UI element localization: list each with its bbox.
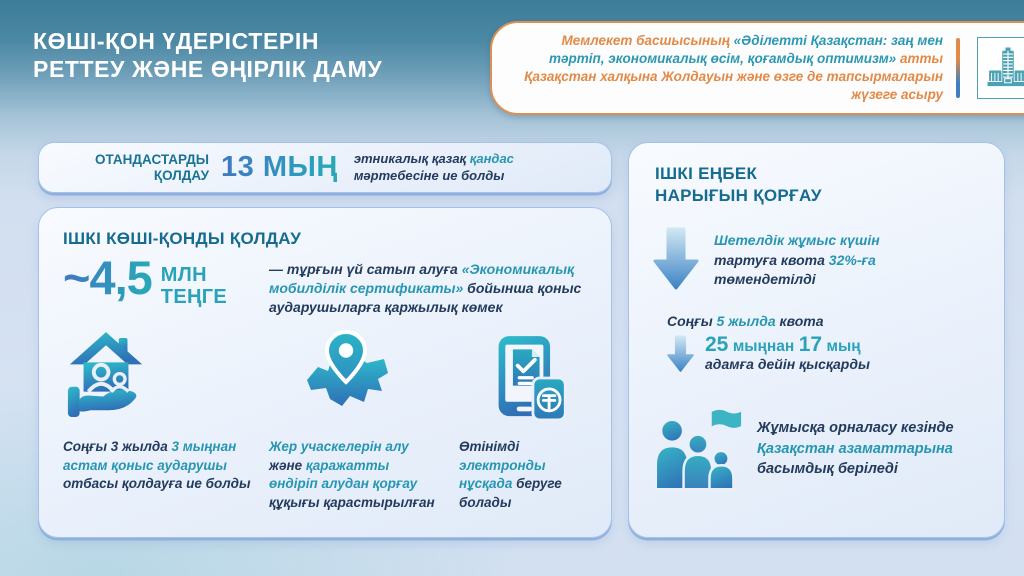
ribbon-seg1: Мемлекет басшысының bbox=[561, 32, 734, 48]
presidential-address-ribbon bbox=[490, 21, 1024, 115]
quota-intro bbox=[667, 313, 870, 329]
ribbon-seg2: «Әділетті Қазақстан: заң мен тәртіп, экономикалық өсім, қоғамдық оптимизм» bbox=[549, 32, 943, 66]
ribbon-text bbox=[492, 32, 956, 104]
quota-num-25: 25 bbox=[705, 333, 729, 356]
certificate-desc-highlight: «Экономикалық мобилділік сертификаты» bbox=[269, 261, 575, 297]
kandas-desc bbox=[354, 151, 574, 185]
feature1-highlight: 3 мыңнан астам қоныс аударушы bbox=[63, 439, 237, 473]
feature3-text bbox=[459, 438, 584, 513]
kandas-count-value: 13 МЫҢ bbox=[221, 151, 338, 183]
page-title bbox=[33, 27, 382, 83]
compatriots-label-line2: ҚОЛДАУ bbox=[153, 167, 209, 183]
amount-unit-line1: МЛН bbox=[160, 264, 207, 286]
arrow-down-icon bbox=[667, 333, 694, 375]
certificate-desc bbox=[269, 260, 609, 317]
priority-s3: басымдық беріледі bbox=[757, 461, 898, 478]
compatriots-label-line1: ОТАНДАСТАРДЫ bbox=[95, 152, 209, 168]
card-internal-migration-support bbox=[38, 207, 612, 538]
quota-intro-s3: квота bbox=[775, 313, 824, 329]
card-compatriots-support bbox=[38, 142, 612, 193]
quota-cut-s4: төмендетілді bbox=[714, 271, 816, 288]
feature2-highlight1: Жер учаскелерін алу bbox=[269, 439, 409, 454]
amount-unit bbox=[161, 265, 227, 308]
government-building-icon bbox=[977, 37, 1024, 99]
kandas-desc-highlight: қандас bbox=[469, 150, 514, 166]
priority-s1: Жұмысқа орналасу кезінде bbox=[757, 420, 954, 437]
feature1-text bbox=[63, 438, 263, 494]
page-title-line2: РЕТТЕУ ЖӘНЕ ӨҢІРЛІК ДАМУ bbox=[33, 56, 383, 83]
labor-market-title bbox=[655, 163, 822, 207]
kazakhstan-map-pin-icon bbox=[301, 328, 391, 424]
ribbon-seg3: атты Қазақстан халқына Жолдауын және өзге де тапсырмаларын жүзеге асыру bbox=[524, 50, 943, 103]
quota-cut-s2: тартуға квота bbox=[714, 251, 829, 268]
amount-unit-line2: ТЕҢГЕ bbox=[160, 285, 227, 308]
feature2-text bbox=[269, 438, 441, 513]
feature1-s3: отбасы қолдауға ие болды bbox=[63, 476, 251, 492]
quota-cut-item bbox=[653, 227, 944, 291]
labor-title-line1: ІШКІ ЕҢБЕК bbox=[655, 164, 758, 183]
quota-numbers-item bbox=[667, 313, 870, 375]
kandas-desc-s3: мәртебесіне ие болды bbox=[353, 167, 505, 183]
quota-word-thousand: мың bbox=[826, 338, 861, 355]
quota-intro-s1: Соңғы bbox=[667, 313, 717, 329]
labor-title-line2: НАРЫҒЫН ҚОРҒАУ bbox=[655, 185, 822, 205]
feature3-s3: беруге болады bbox=[459, 476, 562, 510]
ministry-logo bbox=[960, 37, 1024, 99]
feature3-highlight: электронды нұсқада bbox=[459, 457, 546, 492]
employment-priority-item bbox=[651, 403, 962, 495]
quota-numbers-tail: адамға дейін қысқарды bbox=[705, 356, 870, 373]
phone-e-application-icon bbox=[491, 330, 571, 426]
quota-cut-text bbox=[714, 231, 944, 290]
kandas-desc-s1: этникалық қазақ bbox=[353, 150, 470, 166]
priority-highlight: Қазақстан азаматтарына bbox=[757, 440, 953, 457]
quota-word-from: мыңнан bbox=[732, 338, 795, 355]
feature1-s1: Соңғы 3 жылда bbox=[63, 439, 172, 454]
quota-cut-highlight1: Шетелдік жұмыс күшін bbox=[714, 232, 880, 248]
people-with-flag-icon bbox=[651, 403, 743, 495]
certificate-desc-s1: — тұрғын үй сатып алуға bbox=[269, 261, 462, 277]
page-title-line1: КӨШІ-ҚОН ҮДЕРІСТЕРІН bbox=[33, 28, 320, 54]
feature2-s2: және bbox=[269, 457, 306, 473]
card-labor-market-protection bbox=[628, 142, 1005, 538]
certificate-desc-s3: бойынша қоныс аударушыларға қаржылық көмек bbox=[269, 280, 582, 316]
amount-value: ~4,5 bbox=[63, 256, 152, 308]
quota-numbers-value bbox=[705, 333, 870, 356]
feature3-s1: Өтінімді bbox=[459, 439, 520, 454]
feature2-highlight2: қаражатты өндіріп алудан қорғау bbox=[269, 457, 418, 492]
quota-intro-highlight: 5 жылда bbox=[716, 313, 776, 329]
quota-cut-highlight2: 32%-ға bbox=[828, 251, 876, 268]
employment-priority-text bbox=[757, 418, 962, 480]
compatriots-label bbox=[59, 152, 209, 182]
internal-migration-title: ІШКІ КӨШІ-ҚОНДЫ ҚОЛДАУ bbox=[63, 229, 302, 248]
feature2-s4: құқығы қарастырылған bbox=[269, 494, 435, 510]
certificate-amount bbox=[63, 251, 227, 308]
arrow-down-icon bbox=[653, 227, 699, 291]
quota-num-17: 17 bbox=[798, 333, 823, 356]
house-family-in-hand-icon bbox=[65, 330, 147, 426]
